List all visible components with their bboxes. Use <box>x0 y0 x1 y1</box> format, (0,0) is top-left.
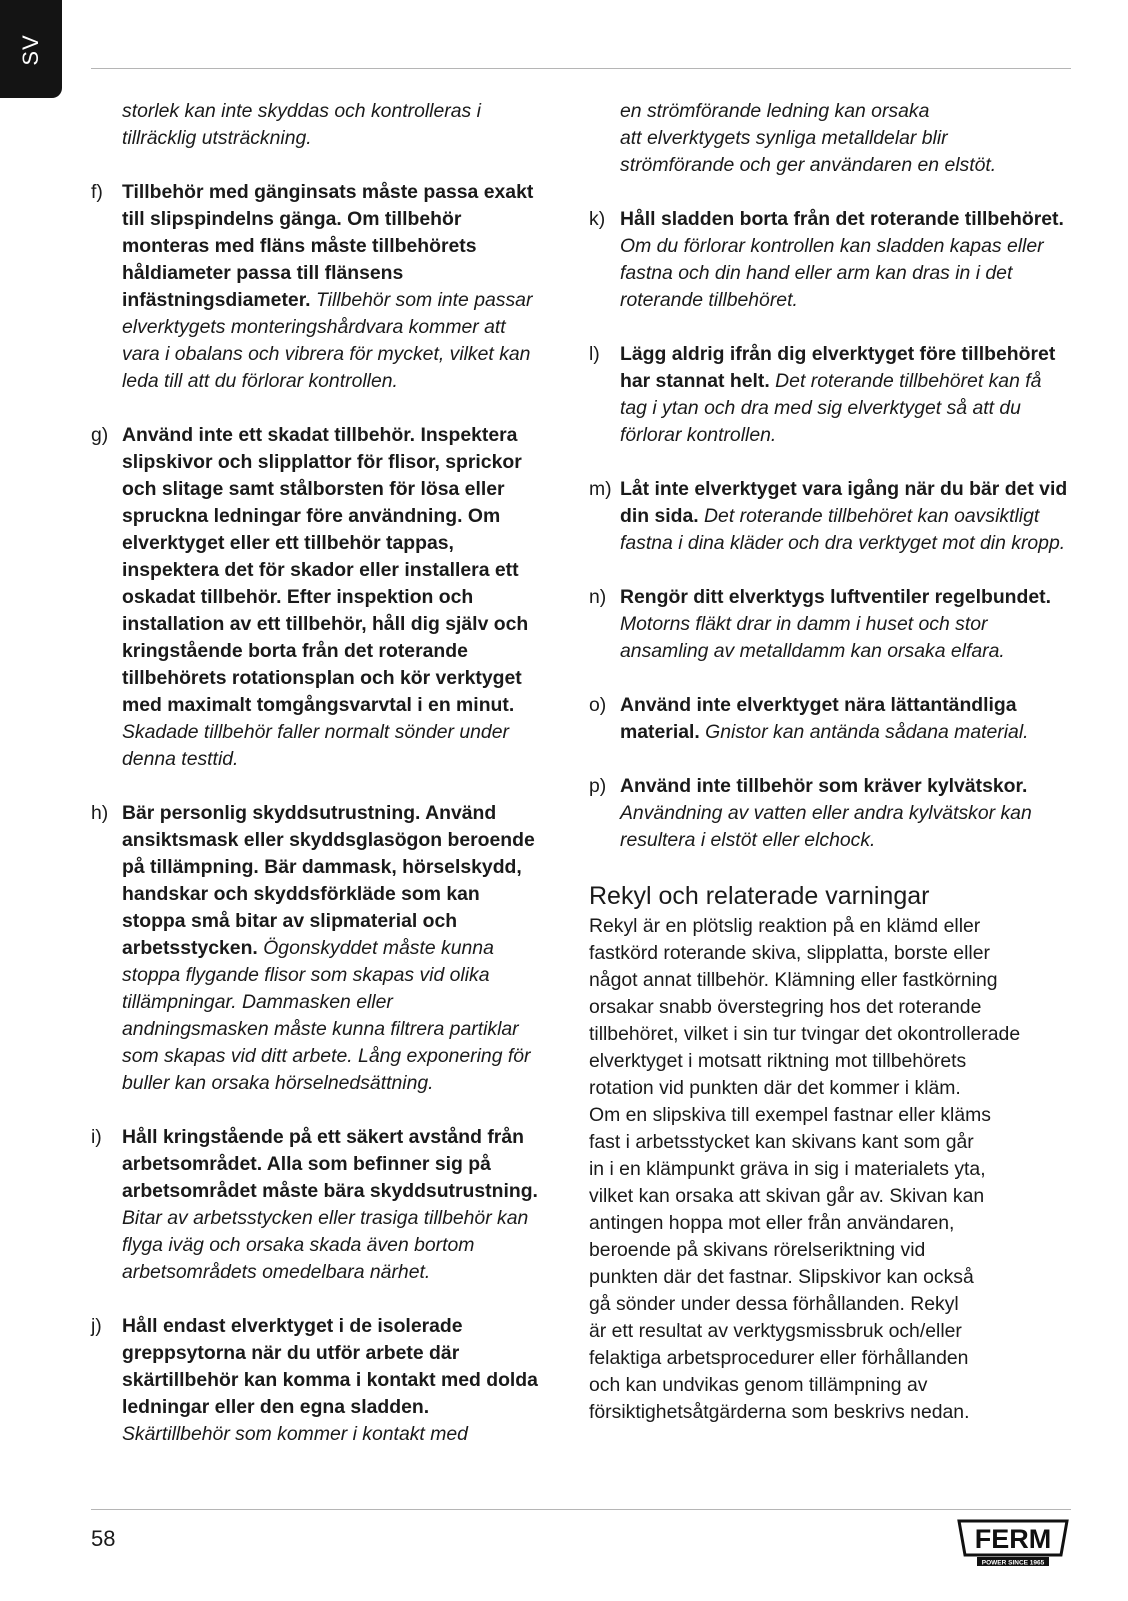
item-letter: g) <box>91 424 109 446</box>
body-line: orsakar snabb överstegring hos det roterande <box>589 996 982 1018</box>
item-lead: Håll endast elverktyget i de isolerade greppsytorna när du utför arbete där skärtillbehör kan komma i kontakt med dolda ledningar eller den egna sladden. <box>122 1315 538 1418</box>
item-lead: Använd inte ett skadat tillbehör. Inspektera slipskivor och slipplattor för flisor, sprickor och slitage samt stålborsten för lösa eller spruckna ledningar före användning. Om elverktyget eller ett tillbehör tappas, inspektera det för skador eller installera ett oskadat tillbehör. Efter inspektion och installation av ett tillbehör, håll dig själv och kringstående borta från det roterande tillbehörets rotationsplan och kör verktyget med maximalt tomgångsvarvtal i en minut. <box>122 424 529 716</box>
item-letter: l) <box>589 343 600 365</box>
item-description: Gnistor kan antända sådana material. <box>699 721 1029 743</box>
body-line: punkten där det fastnar. Slipskivor kan också <box>589 1266 974 1288</box>
continuation-line: strömförande och ger användaren en elstöt. <box>620 154 997 176</box>
safety-item-h <box>91 800 541 1097</box>
item-description: Bitar av arbetsstycken eller trasiga tillbehör kan flyga iväg och orsaka skada även bortom arbetsområdets omedelbara närhet. <box>122 1207 529 1283</box>
item-description: Användning av vatten eller andra kylvätskor kan resultera i elstöt eller elchock. <box>620 802 1032 851</box>
ferm-logo <box>955 1515 1071 1567</box>
item-letter: i) <box>91 1126 102 1148</box>
item-letter: o) <box>589 694 607 716</box>
body-line: och kan undvikas genom tillämpning av <box>589 1374 928 1396</box>
item-description: Skärtillbehör som kommer i kontakt med <box>122 1423 468 1445</box>
body-line: elverktyget i motsatt riktning mot tillbehörets <box>589 1050 967 1072</box>
body-line: felaktiga arbetsprocedurer eller förhållanden <box>589 1347 969 1369</box>
body-line: Om en slipskiva till exempel fastnar eller kläms <box>589 1104 991 1126</box>
body-line: fast i arbetsstycket kan skivans kant som går <box>589 1131 974 1153</box>
item-letter: k) <box>589 208 606 230</box>
item-letter: j) <box>91 1315 102 1337</box>
continuation-line: att elverktygets synliga metalldelar blir <box>620 127 948 149</box>
bottom-divider <box>91 1509 1071 1510</box>
continuation-text <box>589 98 1069 179</box>
item-description: Det roterande tillbehöret kan oavsiktligt fastna i dina kläder och dra verktyget mot din kropp. <box>620 505 1066 554</box>
body-line: Rekyl är en plötslig reaktion på en klämd eller <box>589 915 981 937</box>
language-code: SV <box>18 34 43 66</box>
body-line: försiktighetsåtgärderna som beskrivs nedan. <box>589 1401 970 1423</box>
body-line: rotation vid punkten där det kommer i kläm. <box>589 1077 961 1099</box>
continuation-line: storlek kan inte skyddas och kontrolleras i <box>122 100 481 122</box>
item-description: Ögonskyddet måste kunna stoppa flygande flisor som skapas vid olika tillämpningar. Dammasken eller andningsmasken måste kunna filtrera partiklar som skapas vid ditt arbete. Lång exponering för buller kan orsaka hörselnedsättning. <box>122 937 531 1094</box>
item-lead: Låt inte elverktyget vara igång när du bär det vid din sida. <box>620 478 1068 527</box>
item-lead: Använd inte tillbehör som kräver kylvätskor. <box>620 775 1028 797</box>
safety-item-f <box>91 179 541 395</box>
safety-item-i <box>91 1124 541 1286</box>
item-lead: Bär personlig skyddsutrustning. Använd ansiktsmask eller skyddsglasögon beroende på tillämpning. Bär dammask, hörselskydd, handskar och skyddsförkläde som kan stoppa små bitar av slipmaterial och arbetsstycken. <box>122 802 535 959</box>
safety-item-l <box>589 341 1069 449</box>
safety-item-m <box>589 476 1069 557</box>
left-column <box>91 98 541 1475</box>
top-divider <box>91 68 1071 69</box>
body-line: något annat tillbehör. Klämning eller fastkörning <box>589 969 998 991</box>
body-line: är ett resultat av verktygsmissbruk och/eller <box>589 1320 962 1342</box>
body-line: fastkörd roterande skiva, slipplatta, borste eller <box>589 942 990 964</box>
body-line: antingen hoppa mot eller från användaren, <box>589 1212 955 1234</box>
page-number: 58 <box>91 1526 116 1551</box>
safety-item-g <box>91 422 541 773</box>
item-lead: Tillbehör med gänginsats måste passa exakt till slipspindelns gänga. Om tillbehör monteras med fläns måste tillbehörets håldiameter passa till flänsens infästningsdiameter. <box>122 181 534 311</box>
item-description: Tillbehör som inte passar elverktygets monteringshårdvara kommer att vara i obalans och vibrera för mycket, vilket kan leda till att du förlorar kontrollen. <box>122 289 533 392</box>
body-line: tillbehöret, vilket i sin tur tvingar det okontrollerade <box>589 1023 1021 1045</box>
safety-item-j <box>91 1313 541 1448</box>
continuation-line: en strömförande ledning kan orsaka <box>620 100 930 122</box>
item-description: Det roterande tillbehöret kan få tag i ytan och dra med sig elverktyget så att du förlorar kontrollen. <box>620 370 1042 446</box>
logo-tagline: POWER SINCE 1965 <box>981 1559 1045 1567</box>
continuation-line: tillräcklig utsträckning. <box>122 127 312 149</box>
item-letter: f) <box>91 181 103 203</box>
item-lead: Rengör ditt elverktygs luftventiler regelbundet. <box>620 586 1051 608</box>
body-line: vilket kan orsaka att skivan går av. Skivan kan <box>589 1185 985 1207</box>
item-lead: Håll kringstående på ett säkert avstånd från arbetsområdet. Alla som befinner sig på arbetsområdet måste bära skyddsutrustning. <box>122 1126 538 1202</box>
item-lead: Lägg aldrig ifrån dig elverktyget före tillbehöret har stannat helt. <box>620 343 1056 392</box>
item-letter: m) <box>589 478 612 500</box>
right-column <box>589 98 1069 1426</box>
section-body <box>589 913 1069 1426</box>
safety-item-o <box>589 692 1069 746</box>
continuation-text <box>91 98 541 152</box>
safety-item-p <box>589 773 1069 854</box>
item-description: Skadade tillbehör faller normalt sönder under denna testtid. <box>122 721 509 770</box>
body-line: beroende på skivans rörelseriktning vid <box>589 1239 926 1261</box>
safety-item-n <box>589 584 1069 665</box>
item-lead: Använd inte elverktyget nära lättantändliga material. <box>620 694 1017 743</box>
logo-brand: FERM <box>974 1524 1052 1554</box>
item-letter: p) <box>589 775 607 797</box>
item-letter: n) <box>589 586 607 608</box>
item-description: Om du förlorar kontrollen kan sladden kapas eller fastna och din hand eller arm kan dras in i det roterande tillbehöret. <box>620 235 1044 311</box>
safety-item-k <box>589 206 1069 314</box>
section-heading: Rekyl och relaterade varningar <box>589 882 930 910</box>
language-tab <box>0 0 62 98</box>
item-description: Motorns fläkt drar in damm i huset och stor ansamling av metalldamm kan orsaka elfara. <box>620 613 1005 662</box>
body-line: gå sönder under dessa förhållanden. Rekyl <box>589 1293 959 1315</box>
item-letter: h) <box>91 802 109 824</box>
item-lead: Håll sladden borta från det roterande tillbehöret. <box>620 208 1064 230</box>
body-line: in i en klämpunkt gräva in sig i materialets yta, <box>589 1158 986 1180</box>
